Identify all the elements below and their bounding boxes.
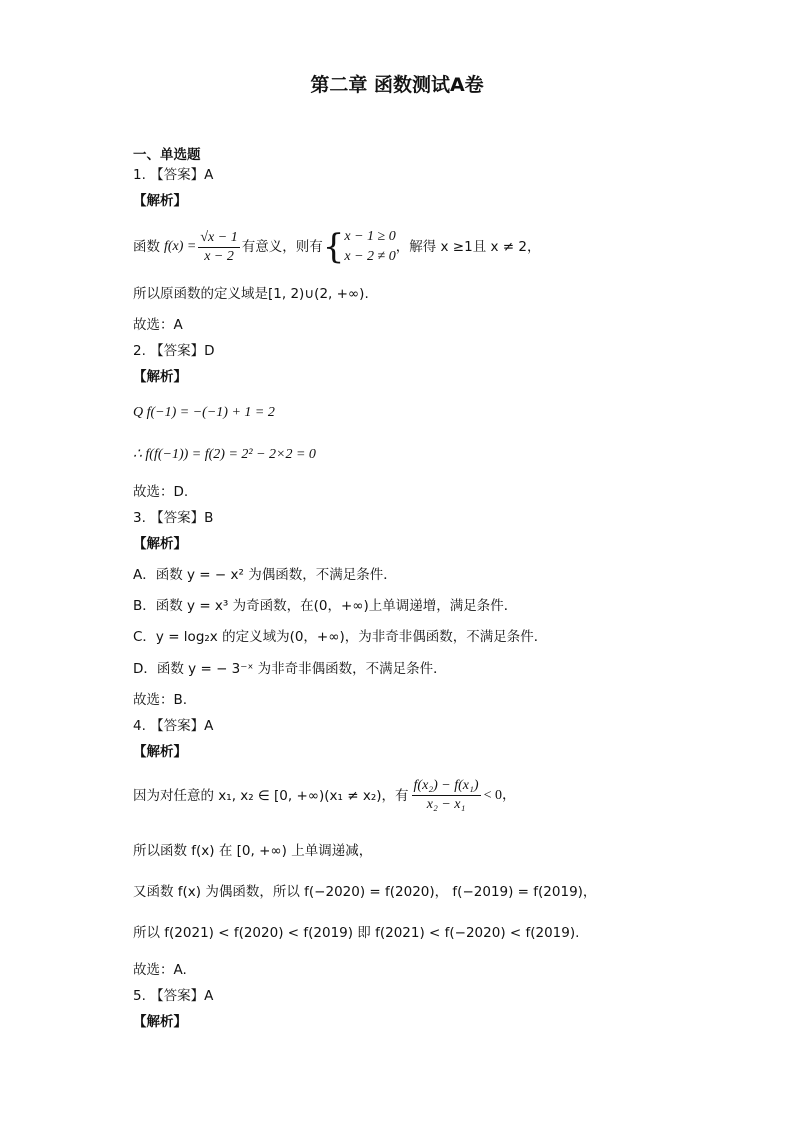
q1-condition-1: x − 1 ≥ 0: [344, 229, 396, 244]
q4-line2: 所以函数 f(x) 在 [0, +∞) 上单调递减，: [133, 843, 373, 859]
page-title: 第二章 函数测试A卷: [310, 74, 484, 96]
q1-fraction: [198, 230, 239, 265]
q4-line1: [133, 778, 516, 813]
q1-fraction-numerator: √x − 1: [198, 230, 239, 248]
q1-line1-pre: 函数: [133, 239, 160, 255]
q1-line1: [133, 227, 540, 267]
q4-line3: 又函数 f(x) 为偶函数，所以 f(−2020) = f(2020)， f(−2019) = f(2019)，: [133, 884, 597, 900]
q4-line4: 所以 f(2021) < f(2020) < f(2019) 即 f(2021) < f(−2020) < f(2019).: [133, 925, 580, 941]
q3-option-d: D．函数 y = − 3⁻ˣ 为非奇非偶函数，不满足条件．: [133, 661, 447, 677]
q1-fraction-denominator: x − 2: [204, 248, 234, 264]
q4-fraction-denominator: x₂ − x₁: [426, 797, 466, 812]
q2-line2: ∴ f(f(−1)) = f(2) = 2² − 2×2 = 0: [133, 447, 316, 462]
q1-function: f(x) =: [164, 239, 197, 254]
q2-answer: 2. 【答案】D: [133, 343, 215, 359]
q5-analysis-label: 【解析】: [133, 1014, 187, 1030]
q3-option-b: B．函数 y = x³ 为奇函数，在(0，+∞)上单调递增，满足条件．: [133, 598, 518, 614]
q1-condition-2: x − 2 ≠ 0: [344, 249, 396, 264]
q4-conclusion: 故选：A.: [133, 962, 187, 978]
q4-line1-post: < 0，: [483, 787, 516, 803]
q5-answer: 5. 【答案】A: [133, 988, 214, 1004]
section-heading: 一、单选题: [133, 147, 201, 163]
q1-line1-mid: 有意义，则有: [241, 239, 323, 255]
q2-analysis-label: 【解析】: [133, 369, 187, 385]
q2-conclusion: 故选：D.: [133, 484, 189, 500]
q1-line1-post: ，解得 x ≥1且 x ≠ 2，: [395, 239, 541, 255]
q4-fraction-numerator: f(x₂) − f(x₁): [412, 778, 481, 796]
q1-conclusion: 故选：A: [133, 317, 183, 333]
q1-analysis-label: 【解析】: [133, 193, 187, 209]
q3-analysis-label: 【解析】: [133, 536, 187, 552]
q3-answer: 3. 【答案】B: [133, 510, 214, 526]
q1-conditions: [344, 227, 395, 267]
q4-line1-pre: 因为对任意的 x₁, x₂ ∈ [0, +∞)(x₁ ≠ x₂)，有: [133, 787, 409, 804]
q1-line2: 所以原函数的定义域是[1, 2)∪(2, +∞).: [133, 286, 369, 302]
q3-conclusion: 故选：B.: [133, 692, 188, 708]
q4-analysis-label: 【解析】: [133, 744, 187, 760]
q3-option-a: A．函数 y = − x² 为偶函数，不满足条件．: [133, 567, 397, 583]
q1-answer: 1. 【答案】A: [133, 167, 214, 183]
q1-brace: {: [322, 227, 345, 267]
q4-fraction: [412, 778, 481, 813]
q4-answer: 4. 【答案】A: [133, 718, 214, 734]
q2-line1: Q f(−1) = −(−1) + 1 = 2: [133, 405, 275, 420]
q3-option-c: C．y = log₂x 的定义域为(0，+∞)，为非奇非偶函数，不满足条件．: [133, 629, 548, 645]
